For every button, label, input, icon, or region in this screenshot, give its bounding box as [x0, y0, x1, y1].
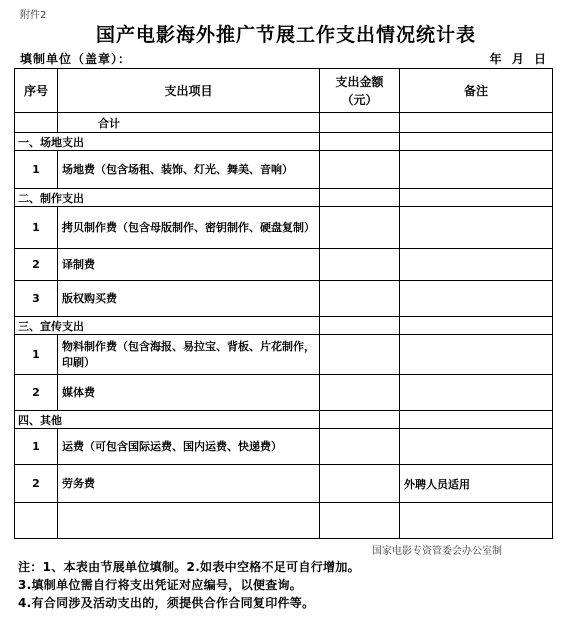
note-cell[interactable]: [400, 335, 553, 375]
section-note-cell: [400, 317, 553, 335]
section-row: [15, 189, 553, 207]
table-row: [15, 151, 553, 189]
note-cell[interactable]: [400, 249, 553, 281]
table-row: [15, 281, 553, 317]
table-row: [15, 429, 553, 465]
expense-item: 运费（可包含国际运费、国内运费、快递费）: [58, 429, 320, 465]
expense-item: 译制费: [58, 249, 320, 281]
filling-unit-label: 填制单位（盖章）：: [20, 52, 132, 66]
row-number: 1: [15, 429, 58, 465]
blank-item-cell[interactable]: [58, 503, 320, 539]
section-title: 二、制作支出: [15, 189, 320, 207]
section-amount-cell: [320, 189, 400, 207]
row-number: 2: [15, 375, 58, 411]
note-line-1: 注：1、本表由节展单位填制。2.如表中空格不足可自行增加。: [18, 560, 360, 574]
total-note-cell[interactable]: [400, 113, 553, 133]
total-label: 合计: [58, 113, 320, 133]
total-no-cell: [15, 113, 58, 133]
notes: [18, 558, 360, 612]
expense-table: [14, 68, 553, 539]
note-cell[interactable]: [400, 207, 553, 249]
expense-item: 拷贝制作费（包含母版制作、密钥制作、硬盘复制）: [58, 207, 320, 249]
section-row: [15, 133, 553, 151]
date-label: 年 月 日: [489, 52, 546, 66]
section-note-cell: [400, 189, 553, 207]
attachment-label: 附件2: [20, 10, 47, 21]
header-amount-line1: 支出金额: [335, 74, 384, 89]
total-row: [15, 113, 553, 133]
table-row: [15, 249, 553, 281]
note-cell[interactable]: [400, 281, 553, 317]
blank-row: [15, 503, 553, 539]
page-title: 国产电影海外推广节展工作支出情况统计表: [95, 24, 476, 46]
table-row: [15, 375, 553, 411]
note-cell[interactable]: [400, 375, 553, 411]
expense-item: 版权购买费: [58, 281, 320, 317]
section-title: 四、其他: [15, 411, 320, 429]
amount-cell[interactable]: [320, 335, 400, 375]
row-number: 1: [15, 207, 58, 249]
expense-item: 劳务费: [58, 465, 320, 503]
row-number: 2: [15, 249, 58, 281]
section-row: [15, 411, 553, 429]
table-row: [15, 465, 553, 503]
amount-cell[interactable]: [320, 465, 400, 503]
section-note-cell: [400, 411, 553, 429]
expense-item: 物料制作费（包含海报、易拉宝、背板、片花制作，印刷）: [58, 335, 320, 375]
header-note: 备注: [400, 69, 553, 113]
row-number: 1: [15, 335, 58, 375]
expense-item: 媒体费: [58, 375, 320, 411]
section-amount-cell: [320, 411, 400, 429]
blank-amount-cell[interactable]: [320, 503, 400, 539]
footer-organization: 国家电影专资管委会办公室制: [372, 546, 502, 557]
section-row: [15, 317, 553, 335]
table-row: [15, 335, 553, 375]
row-number: 3: [15, 281, 58, 317]
expense-item: 场地费（包含场租、装饰、灯光、舞美、音响）: [58, 151, 320, 189]
header-no: 序号: [15, 69, 58, 113]
section-title: 一、场地支出: [15, 133, 320, 151]
header-amount: [320, 69, 400, 113]
blank-no-cell[interactable]: [15, 503, 58, 539]
header-row: [15, 69, 553, 113]
section-amount-cell: [320, 133, 400, 151]
note-cell[interactable]: [400, 151, 553, 189]
amount-cell[interactable]: [320, 375, 400, 411]
amount-cell[interactable]: [320, 207, 400, 249]
section-title: 三、宣传支出: [15, 317, 320, 335]
amount-cell[interactable]: [320, 151, 400, 189]
note-line-3: 4.有合同涉及活动支出的，须提供合作合同复印件等。: [18, 596, 315, 610]
blank-note-cell[interactable]: [400, 503, 553, 539]
row-number: 1: [15, 151, 58, 189]
note-cell[interactable]: [400, 429, 553, 465]
amount-cell[interactable]: [320, 249, 400, 281]
row-number: 2: [15, 465, 58, 503]
header-amount-line2: （元）: [341, 92, 378, 107]
header-item: 支出项目: [58, 69, 320, 113]
note-line-2: 3.填制单位需自行将支出凭证对应编号，以便查询。: [18, 578, 303, 592]
section-note-cell: [400, 133, 553, 151]
amount-cell[interactable]: [320, 429, 400, 465]
section-amount-cell: [320, 317, 400, 335]
table-row: [15, 207, 553, 249]
total-amount-cell[interactable]: [320, 113, 400, 133]
amount-cell[interactable]: [320, 281, 400, 317]
note-cell[interactable]: 外聘人员适用: [400, 465, 553, 503]
